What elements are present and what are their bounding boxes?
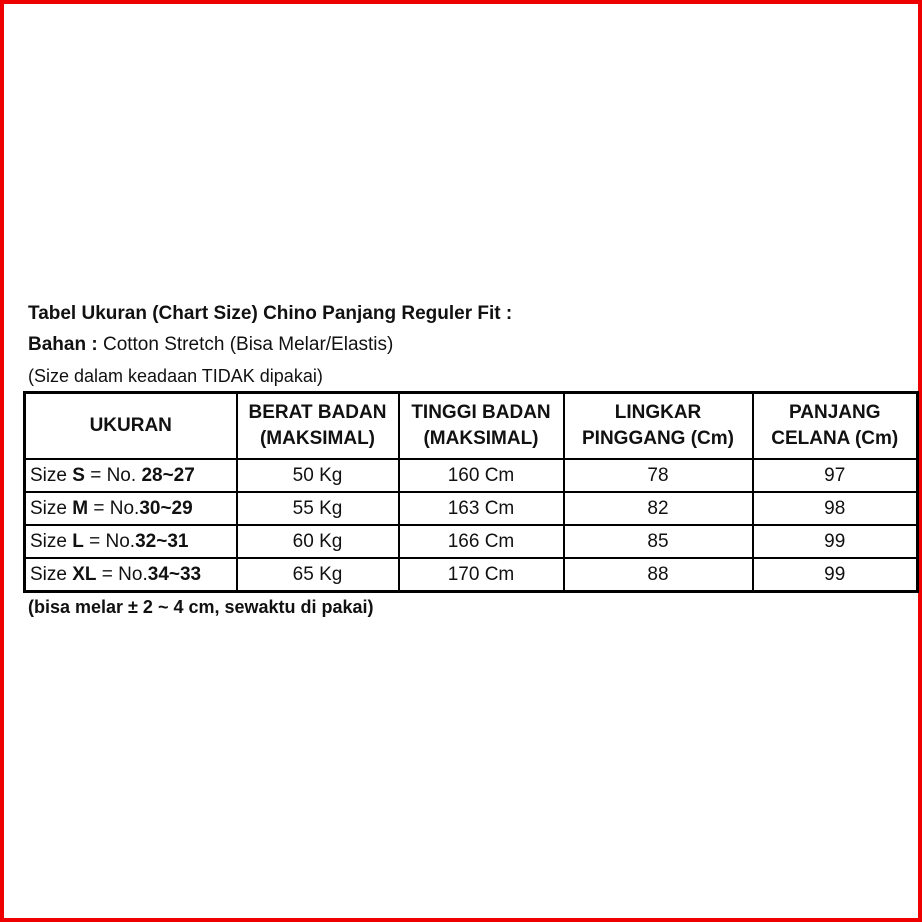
size-no-prefix: = No. (96, 563, 148, 585)
table-row (25, 459, 918, 492)
material-line (28, 334, 393, 356)
size-letter: XL (72, 563, 97, 585)
size-prefix: Size (30, 530, 73, 552)
lingkar-cell: 88 (564, 558, 753, 592)
header-lingkar-pinggang (564, 393, 753, 460)
panjang-cell: 99 (753, 525, 918, 558)
size-number: 28~27 (141, 464, 195, 486)
table-header-row (25, 393, 918, 460)
table-row (25, 525, 918, 558)
chart-title: Tabel Ukuran (Chart Size) Chino Panjang Reguler Fit : (28, 303, 513, 324)
size-cell (25, 558, 237, 592)
size-number: 34~33 (147, 563, 202, 585)
size-no-prefix: = No. (83, 530, 136, 552)
size-prefix: Size (30, 464, 73, 486)
header-berat-line2: (MAKSIMAL) (259, 428, 376, 449)
stretch-note-bottom: (bisa melar ± 2 ~ 4 cm, sewaktu di pakai) (28, 597, 374, 617)
material-value: Cotton Stretch (Bisa Melar/Elastis) (97, 334, 394, 355)
size-number: 32~31 (135, 530, 189, 552)
panjang-cell: 98 (753, 492, 918, 525)
header-tinggi-line1: TINGGI BADAN (411, 402, 551, 423)
berat-cell: 60 Kg (237, 525, 399, 558)
panjang-cell: 99 (753, 558, 918, 592)
tinggi-cell: 170 Cm (399, 558, 564, 592)
size-cell (25, 459, 237, 492)
size-cell (25, 525, 237, 558)
tinggi-cell: 160 Cm (399, 459, 564, 492)
table-row (25, 492, 918, 525)
size-prefix: Size (30, 563, 73, 585)
berat-cell: 50 Kg (237, 459, 399, 492)
header-lingkar-line2: PINGGANG (Cm) (582, 428, 734, 449)
table-row (25, 558, 918, 592)
header-berat-badan (237, 393, 399, 460)
size-prefix: Size (30, 497, 73, 519)
size-note-top: (Size dalam keadaan TIDAK dipakai) (28, 366, 323, 386)
header-berat-line1: BERAT BADAN (248, 402, 387, 423)
lingkar-cell: 85 (564, 525, 753, 558)
tinggi-cell: 163 Cm (399, 492, 564, 525)
size-no-prefix: = No. (88, 497, 140, 519)
header-ukuran: UKURAN (25, 393, 237, 460)
size-number: 30~29 (139, 497, 193, 519)
berat-cell: 65 Kg (237, 558, 399, 592)
header-panjang-celana (753, 393, 918, 460)
header-panjang-line1: PANJANG (789, 402, 881, 423)
size-cell (25, 492, 237, 525)
header-tinggi-badan (399, 393, 564, 460)
size-letter: S (72, 464, 85, 486)
header-lingkar-line1: LINGKAR (614, 402, 702, 423)
size-letter: M (72, 497, 89, 519)
size-no-prefix: = No. (84, 464, 142, 486)
lingkar-cell: 78 (564, 459, 753, 492)
berat-cell: 55 Kg (237, 492, 399, 525)
tinggi-cell: 166 Cm (399, 525, 564, 558)
size-letter: L (72, 530, 84, 552)
lingkar-cell: 82 (564, 492, 753, 525)
material-label: Bahan : (28, 334, 98, 355)
header-panjang-line2: CELANA (Cm) (771, 428, 899, 449)
panjang-cell: 97 (753, 459, 918, 492)
header-tinggi-line2: (MAKSIMAL) (423, 428, 539, 449)
size-chart-table (23, 391, 919, 593)
